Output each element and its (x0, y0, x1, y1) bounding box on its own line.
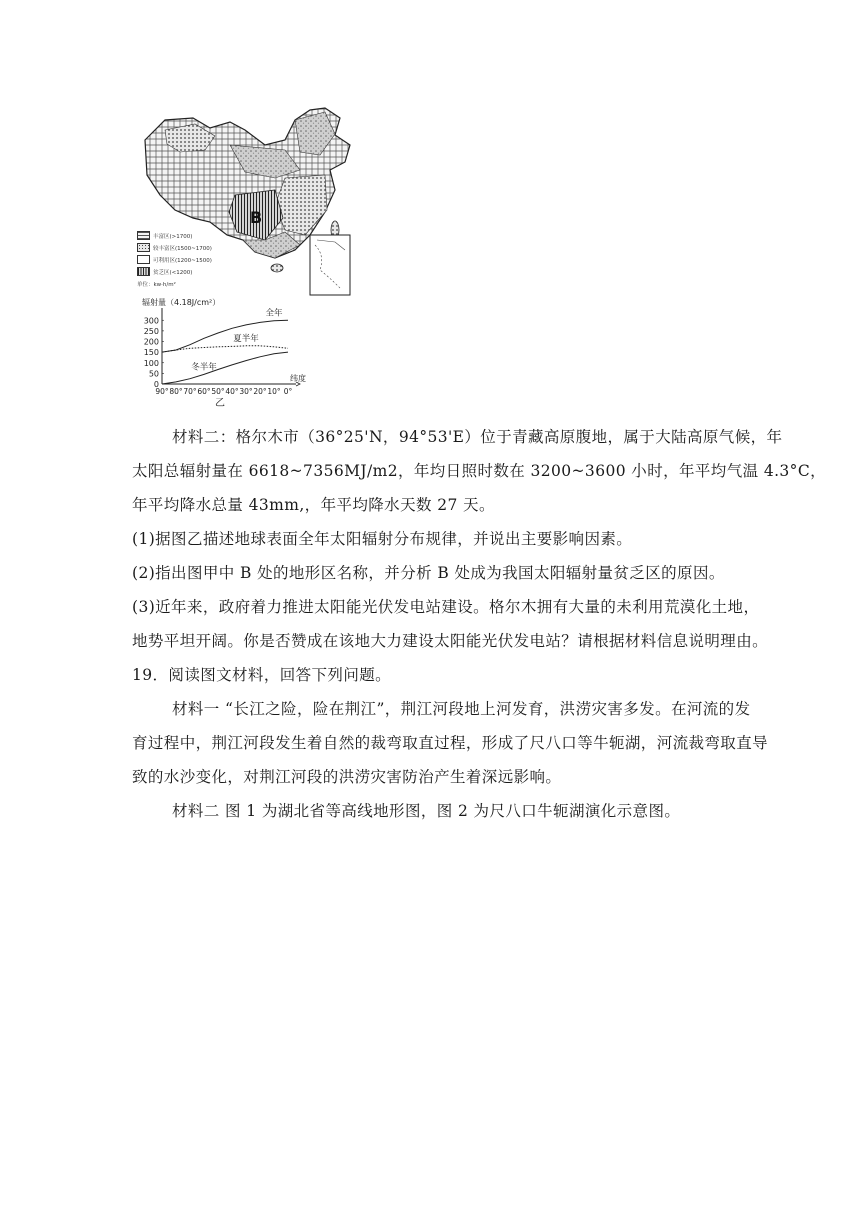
series-line-1 (162, 346, 288, 352)
x-axis-label: 纬度 (290, 374, 306, 383)
y-axis-label: 辐射量（4.18J/cm²） (142, 298, 221, 307)
series-label: 冬半年 (191, 362, 217, 373)
question-3-line1: (3)近年来，政府着力推进太阳能光伏发电站建设。格尔木拥有大量的未利用荒漠化土地， (132, 598, 760, 616)
question-19-heading: 19．阅读图文材料，回答下列问题。 (132, 666, 392, 684)
question-2: (2)指出图甲中 B 处的地形区名称，并分析 B 处成为我国太阳辐射量贫乏区的原因。 (132, 564, 725, 582)
legend-label: 可利用区(1200~1500) (153, 257, 212, 264)
legend-label: 丰富区(>1700) (153, 233, 193, 240)
radiation-latitude-chart (138, 296, 338, 416)
x-tick-label: 90° (155, 387, 169, 396)
material2-text-line2: 太阳总辐射量在 6618~7356MJ/m2，年均日照时数在 3200~3600 小时，年平均气温 4.3°C， (132, 462, 826, 480)
map-legend (137, 230, 257, 290)
material2-text-line3: 年平均降水总量 43mm,，年平均降水天数 27 天。 (132, 496, 495, 514)
legend-swatch-dots (137, 243, 150, 252)
legend-unit-label: 单位：kw·h/m² (137, 281, 176, 288)
legend-item (137, 242, 257, 253)
legend-item (137, 266, 257, 277)
y-tick-label: 200 (143, 337, 159, 347)
series-line-0 (162, 320, 288, 352)
y-tick-label: 150 (143, 348, 159, 358)
material2b-text-line1: 材料二 图 1 为湖北省等高线地形图，图 2 为尺八口牛轭湖演化示意图。 (172, 802, 681, 820)
legend-label: 贫乏区(<1200) (153, 269, 193, 276)
material2-text-line1: 材料二：格尔木市（36°25'N，94°53'E）位于青藏高原腹地，属于大陆高原气候，年 (172, 428, 783, 446)
material1-text-line1: 材料一 “长江之险，险在荆江”，荆江河段地上河发育，洪涝灾害多发。在河流的发 (172, 700, 751, 718)
x-tick-label: 10° (267, 387, 281, 396)
y-tick-label: 300 (143, 316, 159, 326)
x-tick-label: 40° (225, 387, 239, 396)
legend-unit (137, 278, 257, 289)
x-tick-label: 0° (283, 387, 293, 396)
series-line-2 (162, 352, 288, 384)
chart-svg (138, 296, 338, 416)
y-tick-label: 50 (148, 369, 159, 379)
legend-swatch-blank (137, 255, 150, 264)
material1-text-line3: 致的水沙变化，对荆江河段的洪涝灾害防治产生着深远影响。 (132, 768, 562, 786)
series-label: 全年 (265, 308, 283, 319)
china-solar-map-figure (135, 100, 405, 300)
series-label: 夏半年 (233, 333, 259, 344)
y-tick-label: 100 (143, 358, 159, 368)
x-tick-label: 80° (169, 387, 183, 396)
question-3-line2: 地势平坦开阔。你是否赞成在该地大力建设太阳能光伏发电站？请根据材料信息说明理由。 (132, 632, 769, 650)
legend-item (137, 254, 257, 265)
y-tick-label: 0 (153, 380, 159, 389)
y-tick-label: 250 (143, 326, 159, 336)
x-tick-label: 20° (253, 387, 267, 396)
x-tick-label: 30° (239, 387, 253, 396)
x-tick-label: 50° (211, 387, 225, 396)
question-1: (1)据图乙描述地球表面全年太阳辐射分布规律，并说出主要影响因素。 (132, 530, 633, 548)
x-tick-label: 70° (183, 387, 197, 396)
map-marker-b: B (250, 208, 263, 227)
legend-swatch-cross (137, 231, 150, 240)
x-tick-label: 60° (197, 387, 211, 396)
legend-swatch-vlines (137, 267, 150, 276)
legend-label: 较丰富区(1500~1700) (153, 245, 212, 252)
figure-label: 乙 (215, 398, 225, 409)
material1-text-line2: 育过程中，荆江河段发生着自然的裁弯取直过程，形成了尺八口等牛轭湖，河流裁弯取直导 (132, 734, 769, 752)
legend-item (137, 230, 257, 241)
